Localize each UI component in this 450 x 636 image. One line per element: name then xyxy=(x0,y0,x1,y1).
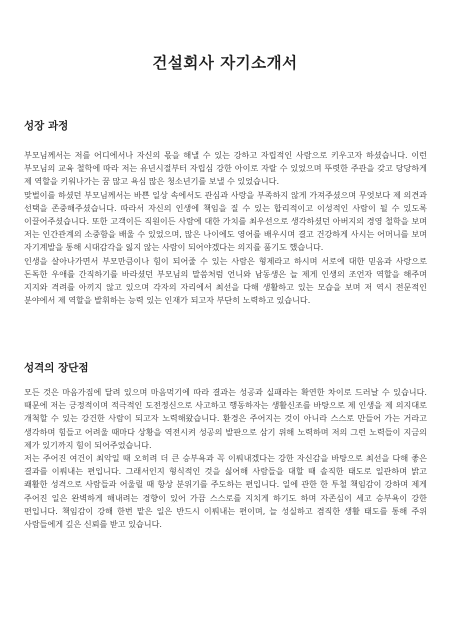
section-body-personality xyxy=(24,386,427,531)
paragraph: 부모님께서는 저를 어디에서나 자신의 몫을 해낼 수 있는 강하고 자립적인 사람으로 키우고자 하셨습니다. 이런 부모님의 교육 철학에 따라 저는 유년시절부터 자립심 강한 아이로 자랄 수 있었으며 뚜렷한 주관을 갖고 당당하게 제 역할을 키워나가는 꿈 많고 욕심 많은 청소년기를 보낼 수 있었습니다. xyxy=(24,150,427,187)
paragraph: 인생을 살아나가면서 부모만큼이나 힘이 되어줄 수 있는 사람은 형제라고 하시며 서로에 대한 믿음과 사랑으로 돈독한 우애를 간직하기를 바라셨던 부모님의 말씀처럼 언니와 남동생은 늘 제게 인생의 조언자 역할을 해주며 지지와 격려를 아끼지 않고 있으며 각자의 자리에서 최선을 다해 생활하고 있는 모습을 보며 저 역시 전문적인 분야에서 제 역할을 발휘하는 능력 있는 인재가 되고자 부단히 노력하고 있습니다. xyxy=(24,255,427,306)
paragraph: 맞벌이를 하셨던 부모님께서는 바쁜 일상 속에서도 관심과 사랑을 부족하지 않게 가져주셨으며 무엇보다 제 의견과 선택을 존중해주셨습니다. 따라서 자신의 인생에 책임을 질 수 있는 합리적이고 이성적인 사람이 될 수 있도록 이끌어주셨습니다. 또한 고객이든 직원이든 사람에 대한 가치를 최우선으로 생각하셨던 아버지의 경영 철학을 보며 저는 인간관계의 소중함을 배울 수 있었으며, 많은 나이에도 영어를 배우시며 결고 건강하게 사시는 어머니를 보며 자기계발을 통해 시대감각을 잃지 않는 사람이 되어야겠다는 의지를 품기도 했습니다. xyxy=(24,189,427,253)
document-title: 건설회사 자기소개서 xyxy=(152,53,298,72)
section-heading-personality: 성격의 장단점 xyxy=(24,362,89,374)
paragraph: 모든 것은 마음가짐에 달려 있으며 마음먹기에 따라 결과는 성공과 실패라는 확연한 차이로 드러날 수 있습니다. 때문에 저는 긍정적이며 적극적인 도전정신으로 사고하고 행동하자는 생활신조를 바탕으로 제 인생을 제 의지대로 개척할 수 있는 강건한 사람이 되고자 노력해왔습니다. 환경은 주어지는 것이 아니라 스스로 만들어 가는 거라고 생각하며 힘들고 어려울 때마다 상황을 역전시켜 성공의 발판으로 삼기 위해 노력하며 저의 그런 노력들이 지금의 제가 있기까지 힘이 되어주었습니다. xyxy=(24,387,427,450)
section-body-growth xyxy=(24,149,427,307)
paragraph: 저는 주어진 여건이 최악일 때 오히려 더 큰 승부욕과 꼭 이뤄내겠다는 강한 자신감을 바탕으로 최선을 다해 좋은 결과를 이뤄내는 편입니다. 그래서인지 형식적인 것을 싫어해 사람들을 대할 때 솔직한 태도로 일관하며 밝고 쾌활한 성격으로 사람들과 어울릴 때 항상 분위기를 주도하는 편입니다. 일에 관한 한 투철 책임감이 강하며 제게 주어진 일은 완벽하게 해내려는 경향이 있어 가끔 스스로를 지치게 하기도 하며 자존심이 세고 승부욕이 강한 편입니다. 책임감이 강해 한번 맡은 일은 반드시 이뤄내는 편이며, 늘 성실하고 겸직한 생활 태도를 통해 주위 사람들에게 깊은 신뢰를 받고 있습니다. xyxy=(24,453,427,530)
section-heading-growth: 성장 과정 xyxy=(24,120,69,132)
